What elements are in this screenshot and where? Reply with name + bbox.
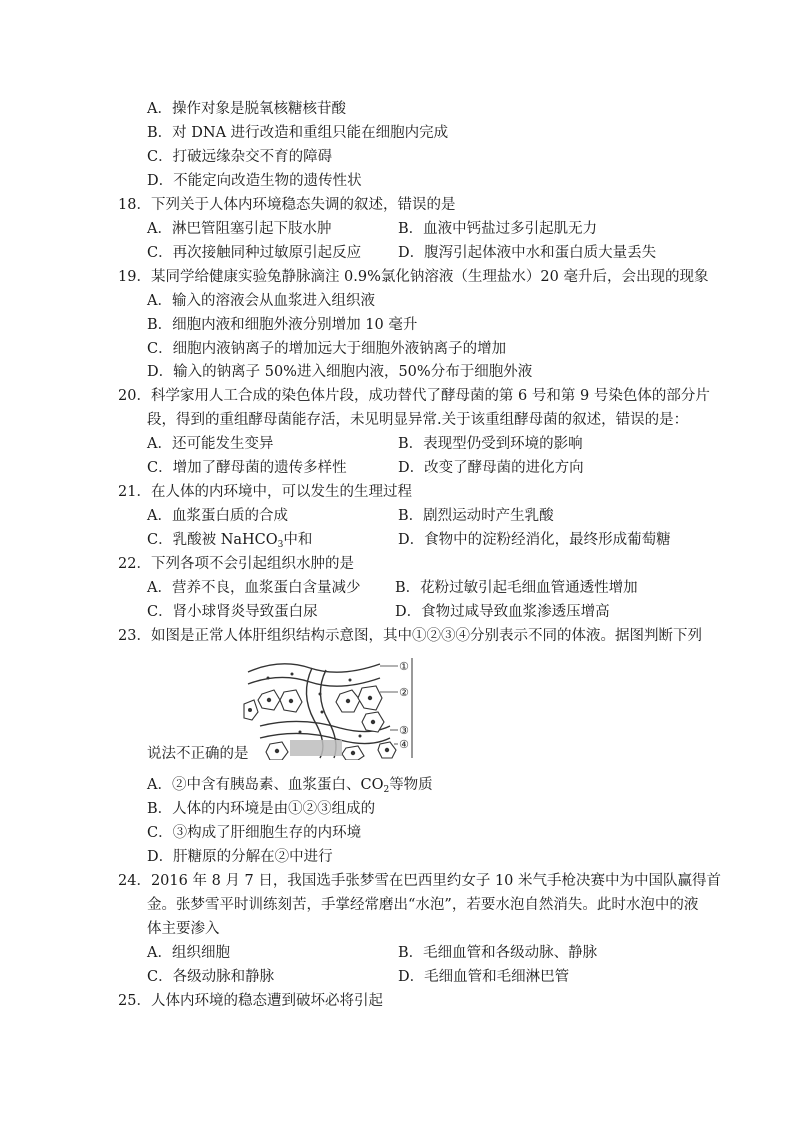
liver-tissue-diagram <box>240 654 418 760</box>
q24-option-d: D．毛细血管和毛细淋巴管 <box>398 969 570 985</box>
q23-option-a-text: A．②中含有胰岛素、血浆蛋白、CO <box>147 777 384 793</box>
q18-option-c: C．再次接触同种过敏原引起反应 <box>147 245 362 261</box>
q21-option-c <box>147 530 312 555</box>
q20-option-c: C．增加了酵母菌的遗传多样性 <box>147 460 347 476</box>
q21-stem: 21．在人体的内环境中，可以发生的生理过程 <box>118 484 412 500</box>
q17-option-a: A．操作对象是脱氧核糖核苷酸 <box>147 101 346 117</box>
diagram-label-4: ④ <box>399 738 409 751</box>
q18-option-b: B．血液中钙盐过多引起肌无力 <box>398 221 598 237</box>
q21-option-c-text: C．乳酸被 NaHCO <box>147 532 278 548</box>
q21-option-c-suffix: 中和 <box>283 532 313 548</box>
q21-option-a: A．血浆蛋白质的合成 <box>147 508 288 524</box>
q24-stem-line3: 体主要渗入 <box>147 921 220 937</box>
q20-option-a: A．还可能发生变异 <box>147 436 274 452</box>
q22-option-a: A．营养不良，血浆蛋白含量减少 <box>147 580 361 596</box>
q23-stem: 23．如图是正常人体肝组织结构示意图，其中①②③④分别表示不同的体液。据图判断下列 <box>118 628 702 644</box>
q24-option-a: A．组织细胞 <box>147 945 230 961</box>
q19-option-d: D．输入的钠离子 50%进入细胞内液，50%分布于细胞外液 <box>147 364 533 380</box>
q21-option-c-subscript: 3 <box>277 540 284 550</box>
q22-option-b: B．花粉过敏引起毛细血管通透性增加 <box>395 580 638 596</box>
q20-stem-line1: 20．科学家用人工合成的染色体片段，成功替代了酵母菌的第 6 号和第 9 号染色体的部分片 <box>118 388 710 404</box>
q24-option-c: C．各级动脉和静脉 <box>147 969 275 985</box>
q20-option-b: B．表现型仍受到环境的影响 <box>398 436 583 452</box>
q23-option-a <box>147 775 433 800</box>
q21-option-b: B．剧烈运动时产生乳酸 <box>398 508 554 524</box>
q22-option-d: D．食物过咸导致血浆渗透压增高 <box>395 604 610 620</box>
q22-option-c: C．肾小球肾炎导致蛋白尿 <box>147 604 318 620</box>
q22-stem: 22．下列各项不会引起组织水肿的是 <box>118 556 354 572</box>
q19-stem: 19．某同学给健康实验兔静脉滴注 0.9%氯化钠溶液（生理盐水）20 毫升后，会出现的现象 <box>118 269 709 285</box>
q23-option-a-subscript: 2 <box>383 785 390 795</box>
q24-stem-line2: 金。张梦雪平时训练刻苦，手掌经常磨出“水泡”，若要水泡自然消失。此时水泡中的液 <box>147 897 699 913</box>
q19-option-a: A．输入的溶液会从血浆进入组织液 <box>147 293 375 309</box>
diagram-label-1: ① <box>399 660 409 673</box>
q24-option-b: B．毛细血管和各级动脉、静脉 <box>398 945 598 961</box>
q21-option-d: D．食物中的淀粉经消化，最终形成葡萄糖 <box>398 532 671 548</box>
q23-option-c: C．③构成了肝细胞生存的内环境 <box>147 825 362 841</box>
q17-option-b: B．对 DNA 进行改造和重组只能在细胞内完成 <box>147 125 449 141</box>
q18-option-d: D．腹泻引起体液中水和蛋白质大量丢失 <box>398 245 657 261</box>
q18-stem: 18．下列关于人体内环境稳态失调的叙述，错误的是 <box>118 197 456 213</box>
diagram-label-3: ③ <box>399 724 409 737</box>
q17-option-d: D．不能定向改造生物的遗传性状 <box>147 173 362 189</box>
q23-stem-line2: 说法不正确的是 <box>147 746 249 762</box>
q23-option-a-suffix: 等物质 <box>389 777 433 793</box>
q23-option-d: D．肝糖原的分解在②中进行 <box>147 849 333 865</box>
q23-option-b: B．人体的内环境是由①②③组成的 <box>147 801 376 817</box>
q20-option-d: D．改变了酵母菌的进化方向 <box>398 460 584 476</box>
q25-stem: 25．人体内环境的稳态遭到破坏必将引起 <box>118 993 383 1009</box>
q24-stem-line1: 24．2016 年 8 月 7 日，我国选手张梦雪在巴西里约女子 10 米气手枪决赛中为中国队赢得首 <box>118 873 722 889</box>
q17-option-c: C．打破远缘杂交不育的障碍 <box>147 149 333 165</box>
diagram-label-2: ② <box>399 686 409 699</box>
q18-option-a: A．淋巴管阻塞引起下肢水肿 <box>147 221 332 237</box>
q19-option-c: C．细胞内液钠离子的增加远大于细胞外液钠离子的增加 <box>147 341 507 357</box>
q20-stem-line2: 段，得到的重组酵母菌能存活，未见明显异常.关于该重组酵母菌的叙述，错误的是： <box>147 412 689 428</box>
q19-option-b: B．细胞内液和细胞外液分别增加 10 毫升 <box>147 317 418 333</box>
